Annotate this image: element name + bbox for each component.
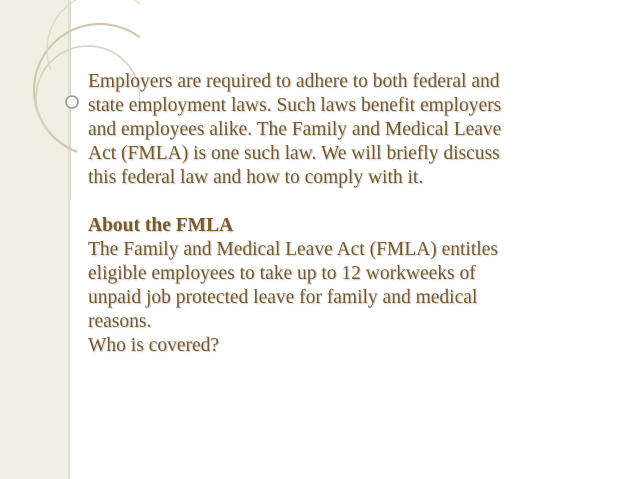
section-heading: About the FMLA — [88, 215, 234, 236]
fmla-section — [88, 214, 628, 358]
intro-paragraph — [88, 70, 628, 190]
paragraph-spacer — [88, 190, 628, 214]
intro-line: Employers are required to adhere to both federal and — [88, 71, 500, 92]
body-line: unpaid job protected leave for family and medical — [88, 287, 478, 308]
coverage-question: Who is covered? — [88, 335, 220, 356]
body-line: eligible employees to take up to 12 workweeks of — [88, 263, 476, 284]
intro-line: and employees alike. The Family and Medical Leave — [88, 119, 502, 140]
body-line: The Family and Medical Leave Act (FMLA) entitles — [88, 239, 498, 260]
bullet-ring-icon — [66, 96, 78, 108]
slide-body — [88, 70, 628, 358]
intro-line: state employment laws. Such laws benefit employers — [88, 95, 502, 116]
body-line: reasons. — [88, 311, 152, 332]
intro-line: Act (FMLA) is one such law. We will briefly discuss — [88, 143, 500, 164]
intro-line: this federal law and how to comply with it. — [88, 167, 424, 188]
